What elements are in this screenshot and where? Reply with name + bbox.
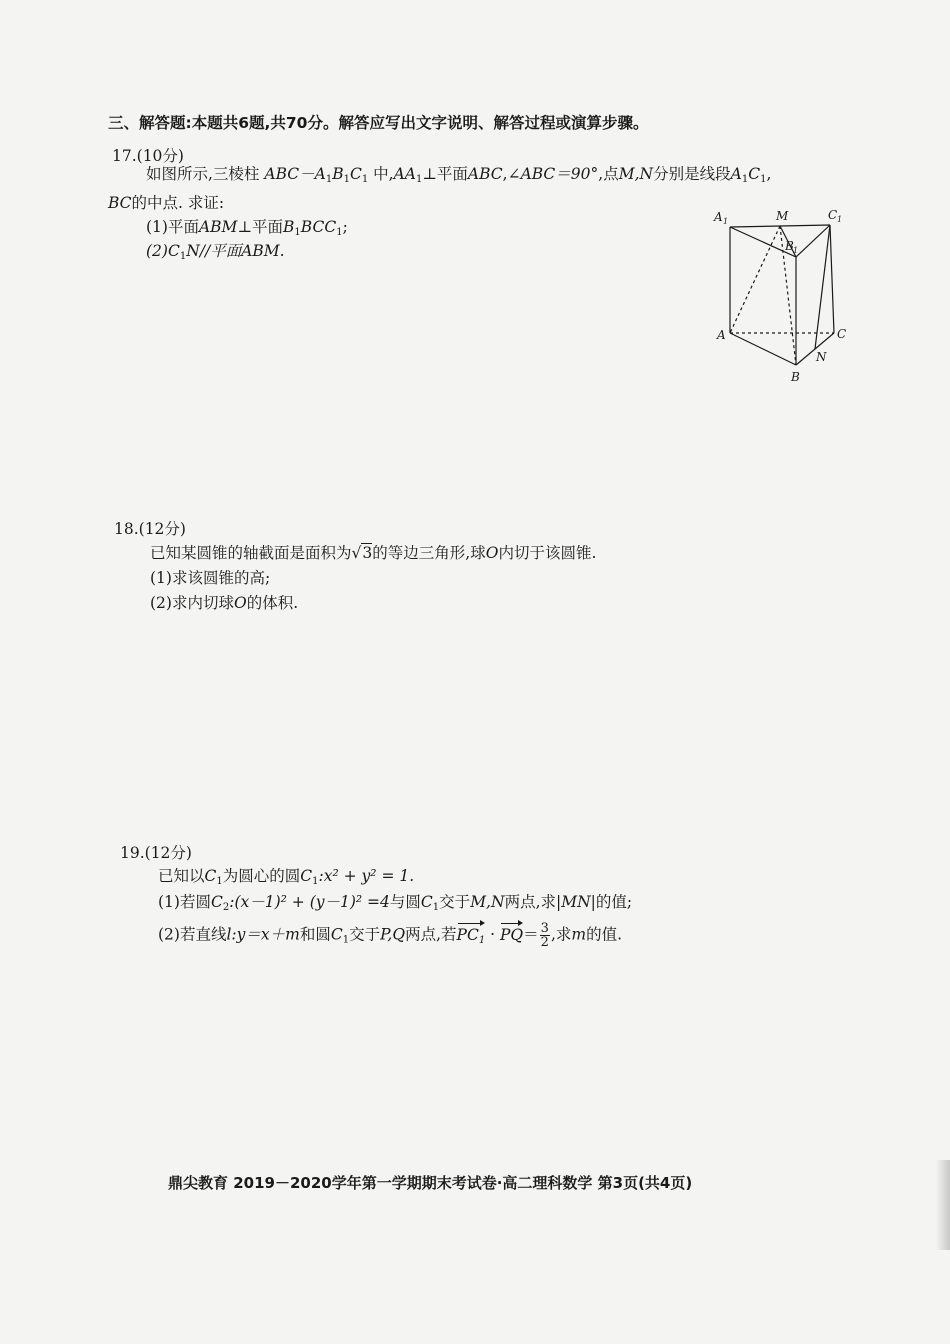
label-A1-sub: 1 (723, 217, 729, 226)
q19-dot: · (490, 925, 496, 944)
q18-part2-b: 的体积. (246, 594, 299, 612)
page-footer: 鼎尖教育 2019－2020学年第一学期期末考试卷·高二理科数学 第3页(共4页) (168, 1174, 693, 1192)
q17-stem-text-b: ,点 (598, 165, 619, 183)
q19-part1-abs: |MN| (556, 893, 596, 911)
label-C1: C (828, 208, 838, 222)
prism-figure (712, 205, 862, 385)
q19-part1-eq: :(x－1)² + (y－1)² =4 (229, 893, 390, 911)
q19-part2-c: 交于 (349, 925, 381, 944)
q19-part2-pq: P,Q (380, 925, 406, 944)
q19-part2: (2)若直线l:y＝x＋m和圆$C_1$交于P,Q两点,若$PC_1 \cdot PQ=$ $\frac{3}{2}$ ,求m的值. (158, 921, 623, 950)
label-B1-sub: 1 (793, 246, 799, 255)
label-B1: B (785, 239, 794, 253)
q19-vector-pc1: $PC_1$ (457, 925, 486, 951)
label-A: A (717, 328, 726, 342)
q19-stem-a: 已知以 (158, 867, 205, 885)
q19-part2-a: (2)若直线 (158, 925, 227, 944)
q17-part1: (1)平面ABM⊥平面$B_1BCC_1$; (146, 218, 348, 238)
q17-stem-line1: 如图所示,三棱柱 $ABC-A_1B_1C_1$ 中$,AA_1\perp$平面ABC,∠ABC＝90°,点M,N分别是线段$A_1C_1$, (146, 165, 772, 185)
q17-stem-line2-text: 的中点. 求证: (131, 194, 225, 212)
q17-part1-b: ABM (198, 218, 238, 236)
q19-vector-pq: PQ (500, 925, 524, 944)
label-M: M (776, 209, 789, 223)
q19-part2-b: 和圆 (299, 925, 331, 944)
label-N: N (816, 350, 827, 364)
q17-perp-text: ⊥平面 (422, 165, 468, 183)
segment-AM-hidden (730, 226, 780, 333)
q19-frac-num: 3 (540, 921, 549, 936)
scan-shadow (936, 1160, 950, 1250)
q18-o: O (485, 544, 499, 562)
q17-part2-a: (2)C (146, 242, 180, 260)
q19-circle1-eq: :x² + y² = 1. (318, 867, 415, 885)
q19-part1-mn: M,N (470, 893, 505, 911)
q17-part1-d: B (283, 218, 295, 236)
q19-eq: ＝ (523, 925, 539, 944)
q19-part1-c2: C (210, 893, 223, 911)
q19-fraction (540, 922, 550, 949)
q19-part2-f: 的值. (586, 925, 623, 944)
q17-stem-text-c: 分别是线段 (653, 165, 731, 183)
q19-header: 19.(12分) (120, 844, 192, 862)
q19-part1-d: 两点,求 (504, 893, 556, 911)
q19-stem-b: 为圆心的圆 (222, 867, 301, 885)
q18-part2 (150, 593, 298, 613)
edge-AB (730, 333, 796, 365)
q19-frac-den: 2 (540, 935, 549, 950)
q19-part2-d: 两点,若 (405, 925, 457, 944)
q19-vec1-text: PC (456, 925, 479, 944)
q17-mn: M,N (618, 165, 654, 183)
edge-CC1 (830, 225, 834, 333)
q18-sqrt-value: 3 (362, 544, 373, 562)
label-C: C (837, 327, 847, 341)
q17-part1-a: (1)平面 (146, 218, 199, 236)
q17-bc: BC (108, 194, 132, 212)
q17-stem-text-a: 如图所示,三棱柱 (146, 165, 260, 183)
label-B: B (791, 370, 800, 384)
q18-header: 18.(12分) (114, 520, 186, 538)
q19-part2-e: ,求 (550, 925, 572, 944)
q17-part2: $(2)C_1N//$平面ABM. (146, 242, 285, 262)
q19-part1-a: (1)若圆 (158, 893, 211, 911)
q18-part2-o: O (233, 594, 247, 612)
edge-B1C1 (796, 225, 830, 257)
q19-part1-c: 交于 (439, 893, 471, 911)
q17-part2-b: N//平面 (186, 242, 242, 260)
q19-stem: 已知以$C_1$为圆心的圆$C_1:x^2 + y^2 = 1$. (158, 867, 415, 887)
q18-stem-c: 内切于该圆锥. (498, 544, 597, 562)
q17-part1-c: ⊥平面 (237, 218, 284, 236)
q18-stem: 已知某圆锥的轴截面是面积为√3的等边三角形,球O内切于该圆锥. (150, 544, 597, 562)
q19-part1-e: 的值; (595, 893, 633, 911)
section-heading: 三、解答题:本题共6题,共70分。解答应写出文字说明、解答过程或演算步骤。 (108, 114, 649, 132)
q17-part1-e: BCC (300, 218, 337, 236)
q17-header: 17.(10分) (112, 147, 184, 165)
q18-part1: (1)求该圆锥的高; (150, 569, 271, 587)
q18-part2-a: (2)求内切球 (150, 594, 234, 612)
q19-part1-b: 与圆 (389, 893, 421, 911)
q19-part1: (1)若圆$C_2:(x-1)^2 + (y-1)^2 =4$与圆$C_1$交于M,N两点,求|MN|的值; (158, 893, 633, 913)
q17-stem-line2 (108, 193, 224, 213)
segment-C1N (815, 225, 830, 349)
q18-stem-b: 的等边三角形,球 (372, 544, 486, 562)
q17-prism-expr: ABC－A (264, 165, 326, 183)
q19-c1: C (204, 867, 217, 885)
q19-part2-line: l:y＝x＋m (226, 925, 300, 944)
label-C1-sub: 1 (837, 215, 843, 224)
q18-stem-a: 已知某圆锥的轴截面是面积为 (150, 544, 352, 562)
label-A1: A (714, 210, 723, 224)
q19-m: m (571, 925, 587, 944)
q17-part2-c: ABM. (241, 242, 285, 260)
q17-angle: ∠ABC＝90° (507, 165, 599, 183)
